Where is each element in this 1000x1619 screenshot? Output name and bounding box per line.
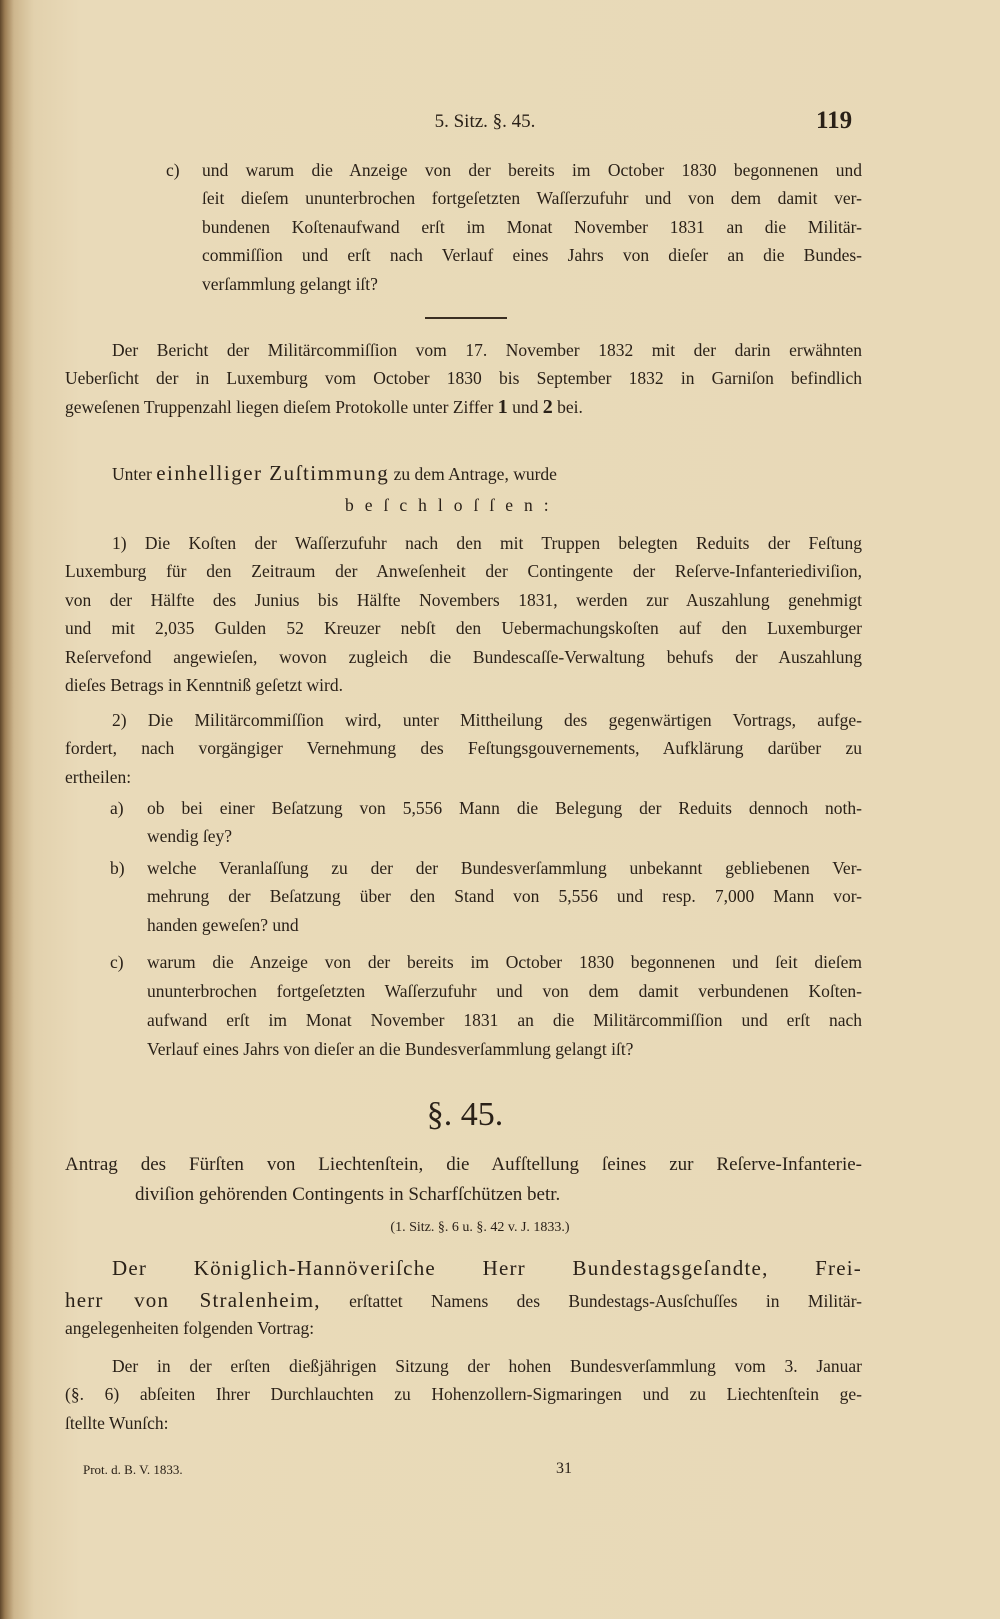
- text-segment: zu dem Antrage, wurde: [389, 464, 557, 484]
- text-segment: geweſenen Truppenzahl liegen dieſem Protokolle unter Ziffer: [65, 396, 498, 417]
- text-segment: bei.: [552, 396, 583, 417]
- item-c-paragraph: [202, 156, 862, 298]
- point-1-paragraph: [65, 529, 862, 699]
- sub-b-paragraph: [147, 854, 862, 939]
- text-line: Der in der erſten dießjährigen Sitzung der hohen Bundesverſammlung vom 3. Januar: [112, 1356, 862, 1376]
- sub-c-paragraph: [147, 948, 862, 1064]
- text-line: handen geweſen? und: [147, 914, 299, 935]
- page-number: 119: [816, 107, 853, 134]
- text-line: wendig ſey?: [147, 826, 233, 847]
- text-line: Der Bericht der Militärcommiſſion vom 17. November 1832 mit der darin erwähnten: [112, 340, 862, 360]
- report-intro-line: angelegenheiten folgenden Vortrag:: [65, 1318, 315, 1338]
- heading-line: diviſion gehörenden Contingents in Scharfſchützen betr.: [135, 1184, 561, 1205]
- emphasized-text: einhelliger Zuſtimmung: [156, 461, 390, 485]
- enclosure-number: 2: [542, 395, 553, 418]
- text-line: aufwand erſt im Monat November 1831 an die Militärcommiſſion und erſt nach: [147, 1010, 862, 1030]
- resolved-heading: beſchloſſen:: [345, 495, 560, 515]
- footer-reference: Prot. d. B. V. 1833.: [83, 1462, 183, 1477]
- section-reference: (1. Sitz. §. 6 u. §. 42 v. J. 1833.): [390, 1220, 570, 1235]
- text-line: welche Veranlaſſung zu der der Bundesverſammlung unbekannt gebliebenen Ver-: [147, 858, 862, 878]
- sub-b-label: b): [110, 858, 125, 878]
- resolution-intro: [112, 459, 557, 488]
- text-line: ſeit dieſem ununterbrochen fortgeſetzten Waſſerzufuhr und von dem damit ver-: [202, 188, 862, 209]
- text-line: 2) Die Militärcommiſſion wird, unter Mittheilung des gegenwärtigen Vortrags, aufge-: [112, 710, 862, 730]
- text-line: ſtellte Wunſch:: [65, 1412, 169, 1433]
- sub-a-paragraph: [147, 794, 862, 851]
- text-line: mehrung der Beſatzung über den Stand von 5,556 und resp. 7,000 Mann vor-: [147, 886, 862, 907]
- text-line: Reſervefond angewieſen, wovon zugleich die Bundescaſſe-Verwaltung behufs der Auszahlung: [65, 646, 862, 667]
- text-line: warum die Anzeige von der bereits im October 1830 begonnenen und ſeit dieſem: [147, 952, 862, 972]
- text-line: ertheilen:: [65, 766, 132, 787]
- text-line: Luxemburg für den Zeitraum der Anweſenheit der Contingente der Reſerve-Infanteriediviſion,: [65, 561, 862, 582]
- text-segment: erſtattet Namens des Bundestags-Ausſchuſſes in Militär-: [320, 1291, 862, 1311]
- text-line: bundenen Koſtenaufwand erſt im Monat November 1831 an die Militär-: [202, 216, 862, 237]
- envoy-name: herr von Stralenheim,: [65, 1288, 321, 1312]
- text-line: ob bei einer Beſatzung von 5,556 Mann die Belegung der Reduits dennoch noth-: [147, 798, 862, 818]
- section-heading: [65, 1150, 862, 1210]
- enclosure-number: 1: [497, 395, 508, 418]
- text-line: von der Hälfte des Junius bis Hälfte Novembers 1831, werden zur Auszahlung genehmigt: [65, 589, 862, 610]
- sub-a-label: a): [110, 798, 124, 818]
- report-paragraph: [65, 336, 862, 421]
- section-number: §. 45.: [426, 1096, 504, 1133]
- text-segment: Unter: [112, 464, 157, 484]
- text-line: fordert, nach vorgängiger Vernehmung des Feſtungsgouvernements, Aufklärung darüber zu: [65, 738, 862, 759]
- separator-rule: [425, 317, 507, 319]
- report-intro-line: Der Königlich-Hannöveriſche Herr Bundestagsgeſandte, Frei-: [112, 1256, 862, 1280]
- footer-signature: 31: [556, 1460, 572, 1477]
- text-line: [65, 393, 862, 421]
- text-line: Ueberſicht der in Luxemburg vom October 1830 bis September 1832 in Garniſon befindlich: [65, 368, 862, 389]
- text-line: Verlauf eines Jahrs von dieſer an die Bundesverſammlung gelangt iſt?: [147, 1039, 634, 1059]
- text-line: und mit 2,035 Gulden 52 Kreuzer nebſt den Uebermachungskoſten auf den Luxemburger: [65, 618, 862, 639]
- text-line: 1) Die Koſten der Waſſerzufuhr nach den mit Truppen belegten Reduits der Feſtung: [112, 533, 862, 553]
- report-intro-line: [65, 1284, 862, 1317]
- sub-c-label: c): [110, 952, 124, 972]
- running-header: 5. Sitz. §. 45.: [434, 111, 536, 132]
- text-line: dieſes Betrags in Kenntniß geſetzt wird.: [65, 675, 343, 696]
- text-line: ununterbrochen fortgeſetzten Waſſerzufuhr und von dem damit verbundenen Koſten-: [147, 981, 862, 1001]
- text-segment: und: [507, 396, 543, 417]
- text-line: (§. 6) abſeiten Ihrer Durchlauchten zu Hohenzollern-Sigmaringen und zu Liechtenſtein ge-: [65, 1384, 862, 1405]
- text-line: verſammlung gelangt iſt?: [202, 273, 378, 294]
- text-line: und warum die Anzeige von der bereits im October 1830 begonnenen und: [202, 160, 862, 180]
- text-line: commiſſion und erſt nach Verlauf eines Jahrs von dieſer an die Bundes-: [202, 245, 862, 266]
- heading-line: Antrag des Fürſten von Liechtenſtein, die Aufſtellung ſeines zur Reſerve-Infanterie-: [65, 1154, 862, 1175]
- item-c-label: c): [166, 160, 180, 180]
- closing-paragraph: [65, 1352, 862, 1437]
- point-2-paragraph: [65, 706, 862, 791]
